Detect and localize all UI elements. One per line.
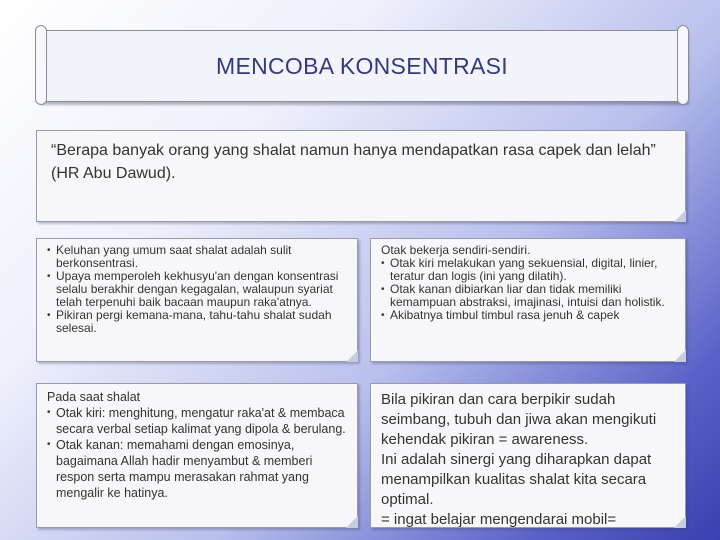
quote-box <box>36 130 686 222</box>
list-item: • Keluhan yang umum saat shalat adalah sulit berkonsentrasi. <box>47 244 347 270</box>
shalat-box <box>36 383 358 528</box>
quote-text: “Berapa banyak orang yang shalat namun hanya mendapatkan rasa capek dan lelah” (HR Abu Dawud). <box>51 142 656 182</box>
brain-box <box>370 238 686 362</box>
list-item: • Otak kanan: memahami dengan emosinya, bagaimana Allah hadir menyambut & memberi respon serta mampu merasakan rahmat yang mengalir ke hatinya. <box>47 437 347 501</box>
brain-list <box>381 257 675 322</box>
list-item: • Otak kiri: menghitung, mengatur raka'at & membaca secara verbal setiap kalimat yang dipola & berulang. <box>47 405 347 437</box>
awareness-line-1: Bila pikiran dan cara berpikir sudah seimbang, tubuh dan jiwa akan mengikuti kehendak pikiran = awareness. <box>381 391 657 448</box>
awareness-line-3: = ingat belajar mengendarai mobil= <box>381 511 617 528</box>
shalat-list <box>47 405 347 501</box>
awareness-line-2: Ini adalah sinergi yang diharapkan dapat menampilkan kualitas shalat kita secara optimal. <box>381 451 652 508</box>
complaints-box <box>36 238 358 362</box>
list-item: • Otak kiri melakukan yang sekuensial, digital, linier, teratur dan logis (ini yang dilatih). <box>381 257 675 283</box>
slide-title: MENCOBA KONSENTRASI <box>216 53 508 79</box>
list-item: • Akibatnya timbul timbul rasa jenuh & capek <box>381 309 675 322</box>
shalat-lead: Pada saat shalat <box>47 390 141 404</box>
complaints-list <box>47 244 347 335</box>
list-item: • Otak kanan dibiarkan liar dan tidak memiliki kemampuan abstraksi, imajinasi, intuisi dan holistik. <box>381 283 675 309</box>
list-item: • Upaya memperoleh kekhusyu'an dengan konsentrasi selalu berakhir dengan kegagalan, walaupun syariat telah terpenuhi baik bacaan maupun raka'atnya. <box>47 270 347 309</box>
title-banner <box>38 30 686 102</box>
list-item: • Pikiran pergi kemana-mana, tahu-tahu shalat sudah selesai. <box>47 309 347 335</box>
awareness-box <box>370 383 686 528</box>
brain-lead: Otak bekerja sendiri-sendiri. <box>381 243 531 257</box>
